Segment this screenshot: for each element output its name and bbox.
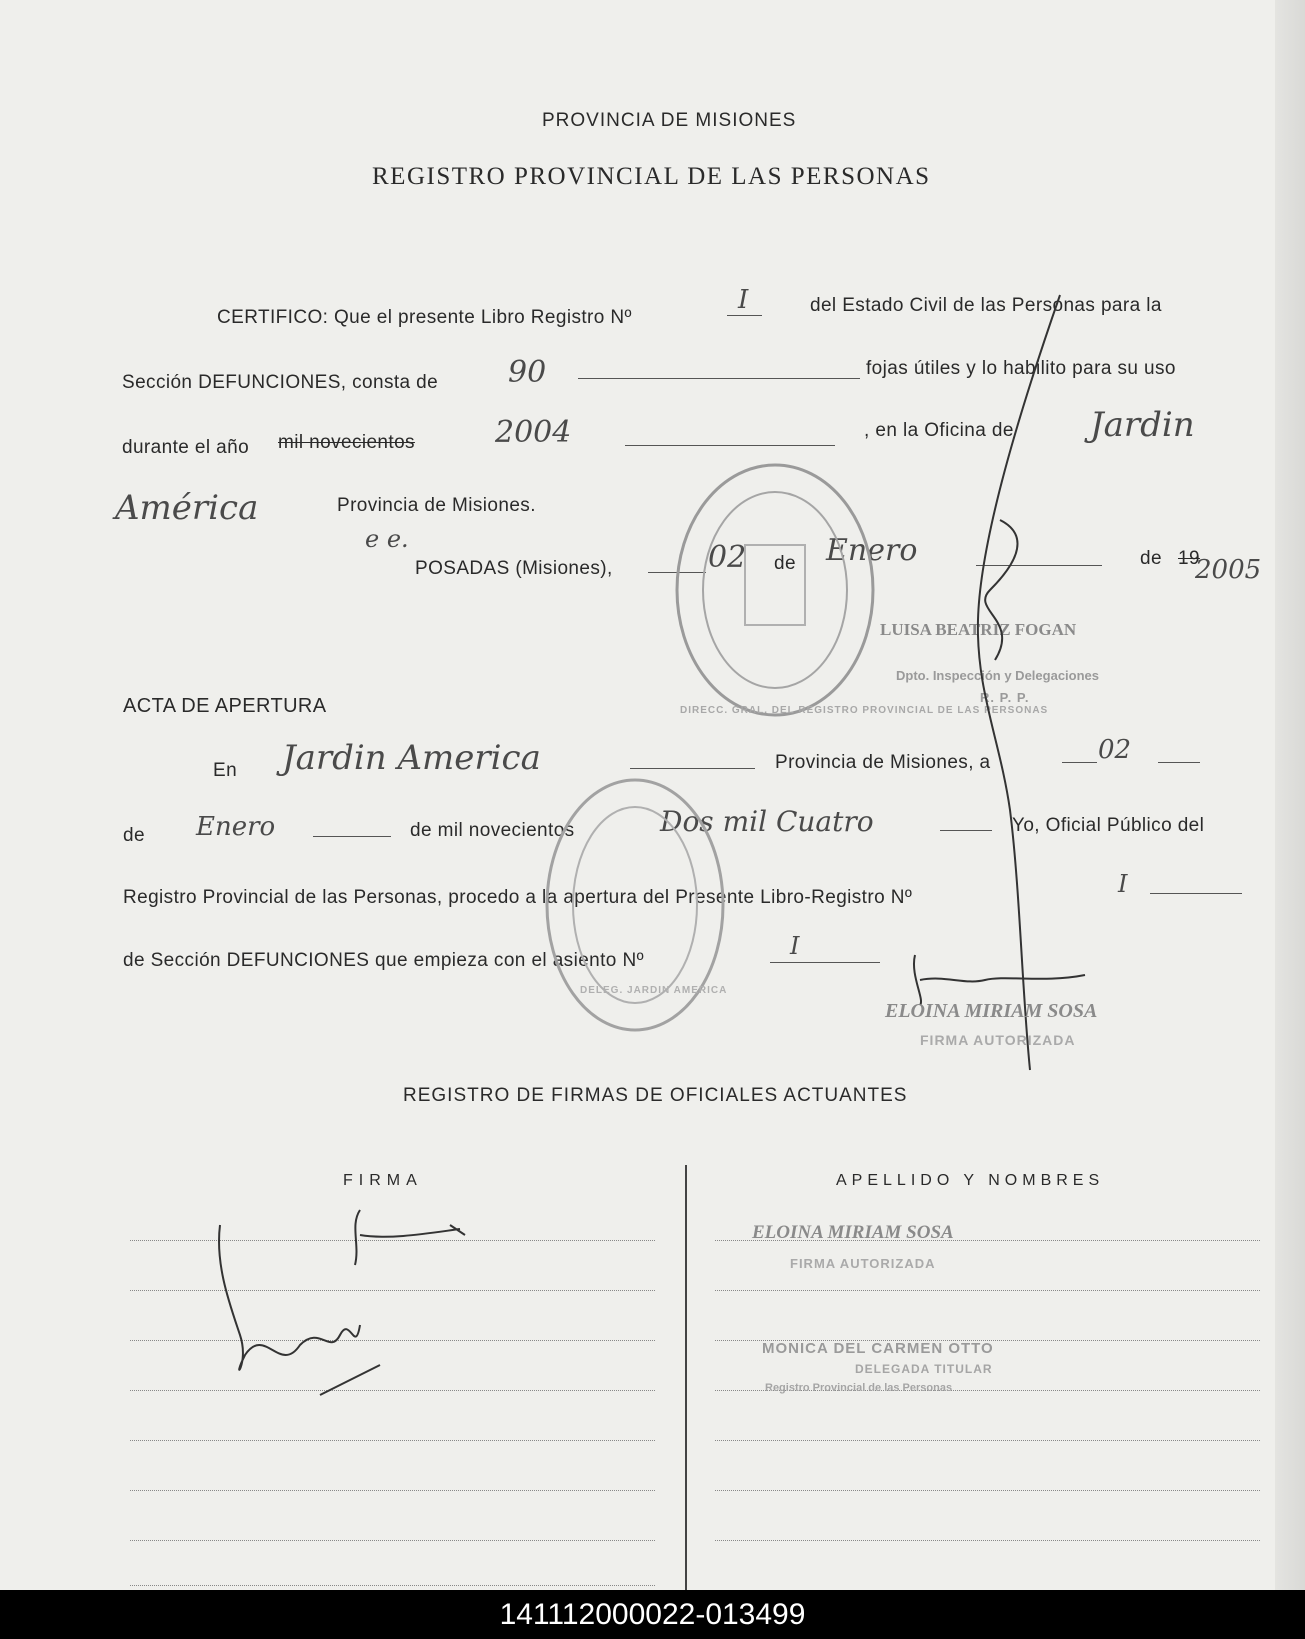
acta-libro-no-handwritten: I xyxy=(1118,870,1128,898)
cert-line2-prefix: Sección DEFUNCIONES, consta de xyxy=(122,372,439,393)
firma-column-header: FIRMA xyxy=(343,1172,423,1189)
acta-day-line-left xyxy=(1062,762,1097,763)
acta-title: ACTA DE APERTURA xyxy=(123,695,327,717)
libro-no-line xyxy=(727,315,762,316)
signer1-dept-stamp: Dpto. Inspección y Delegaciones xyxy=(896,668,1099,683)
nombres-column-header: APELLIDO Y NOMBRES xyxy=(836,1172,1105,1189)
cert-line2-suffix: fojas útiles y lo habilito para su uso xyxy=(866,358,1176,379)
province-heading: PROVINCIA DE MISIONES xyxy=(542,110,797,131)
acta-line3: Registro Provincial de las Personas, procedo a la apertura del Presente Libro-Registro Nº xyxy=(123,887,913,908)
year-line xyxy=(625,445,835,446)
firmas-title: REGISTRO DE FIRMAS DE OFICIALES ACTUANTES xyxy=(403,1085,908,1106)
acta-libro-line xyxy=(1150,893,1242,894)
acta-month-handwritten: Enero xyxy=(196,812,276,842)
office-handwritten-1: Jardin xyxy=(1090,405,1195,445)
initials-handwritten: e e. xyxy=(365,525,409,553)
acta-year-prefix: de mil novecientos xyxy=(410,820,575,841)
firma-row-line xyxy=(130,1490,655,1491)
entry2-role-stamp: DELEGADA TITULAR xyxy=(855,1362,993,1376)
cert-line1-suffix: del Estado Civil de las Personas para la xyxy=(810,295,1162,316)
signer2-role-stamp: FIRMA AUTORIZADA xyxy=(920,1032,1076,1048)
de-text-1: de xyxy=(774,553,796,574)
delegation-seal xyxy=(540,765,730,1045)
entry1-role-stamp: FIRMA AUTORIZADA xyxy=(790,1256,936,1271)
entry2-org-stamp: Registro Provincial de las Personas xyxy=(765,1382,953,1394)
cert-line4: Provincia de Misiones. xyxy=(337,495,536,516)
month-handwritten: Enero xyxy=(826,533,918,568)
document-id-footer: 141112000022-013499 xyxy=(0,1590,1305,1639)
fojas-line xyxy=(578,378,860,379)
page-fold-shadow xyxy=(1275,0,1305,1590)
acta-asiento-line xyxy=(770,962,880,963)
struck-year-text: mil novecientos xyxy=(278,432,415,453)
acta-day-handwritten: 02 xyxy=(1098,735,1132,765)
acta-year-line xyxy=(940,830,992,831)
entry1-name-stamp: ELOINA MIRIAM SOSA xyxy=(752,1222,954,1243)
acta-oficial: Yo, Oficial Público del xyxy=(1012,815,1205,836)
nombres-row-line xyxy=(715,1490,1260,1491)
acta-asiento-no-handwritten: I xyxy=(790,932,800,960)
seal-2-text: DELEG. JARDIN AMERICA xyxy=(580,985,728,996)
sign-year-handwritten: 2005 xyxy=(1195,555,1262,585)
nombres-row-line xyxy=(715,1440,1260,1441)
acta-de: de xyxy=(123,825,145,846)
acta-city-handwritten: Jardin America xyxy=(282,738,541,778)
acta-line4: de Sección DEFUNCIONES que empieza con el asiento Nº xyxy=(123,950,644,971)
cert-line3-suffix: , en la Oficina de xyxy=(864,420,1014,441)
acta-day-line-right xyxy=(1158,762,1200,763)
acta-year-words-handwritten: Dos mil Cuatro xyxy=(660,805,874,838)
entry2-name-stamp: MONICA DEL CARMEN OTTO xyxy=(762,1340,994,1357)
firma-row-line xyxy=(130,1440,655,1441)
acta-month-line xyxy=(313,836,391,837)
office-handwritten-2: América xyxy=(115,488,259,528)
firma-row-line xyxy=(130,1585,655,1586)
registry-heading: REGISTRO PROVINCIAL DE LAS PERSONAS xyxy=(372,163,931,190)
signer1-org-stamp: R. P. P. xyxy=(980,690,1030,705)
libro-no-handwritten: I xyxy=(738,285,749,315)
cert-line3-prefix: durante el año xyxy=(122,437,250,458)
nombres-row-line xyxy=(715,1540,1260,1541)
acta-en: En xyxy=(213,760,238,781)
fojas-handwritten: 90 xyxy=(508,355,547,390)
struck-century: 19 xyxy=(1178,548,1200,569)
firma-signatures xyxy=(210,1205,510,1415)
place-text: POSADAS (Misiones), xyxy=(415,558,613,579)
seal-1-text: DIRECC. GRAL. DEL REGISTRO PROVINCIAL DE LAS PERSONAS xyxy=(680,705,1049,716)
year-handwritten: 2004 xyxy=(495,415,572,450)
day-handwritten: 02 xyxy=(708,540,747,575)
nombres-row-line xyxy=(715,1290,1260,1291)
signer1-name-stamp: LUISA BEATRIZ FOGAN xyxy=(880,620,1077,639)
registry-seal-1 xyxy=(665,450,885,730)
acta-province: Provincia de Misiones, a xyxy=(775,752,991,773)
de-text-2: de xyxy=(1140,548,1162,569)
column-divider xyxy=(685,1165,687,1590)
cert-line1-prefix: CERTIFICO: Que el presente Libro Registro Nº xyxy=(217,307,632,328)
firma-row-line xyxy=(130,1540,655,1541)
signer2-name-stamp: ELOINA MIRIAM SOSA xyxy=(885,1000,1098,1022)
